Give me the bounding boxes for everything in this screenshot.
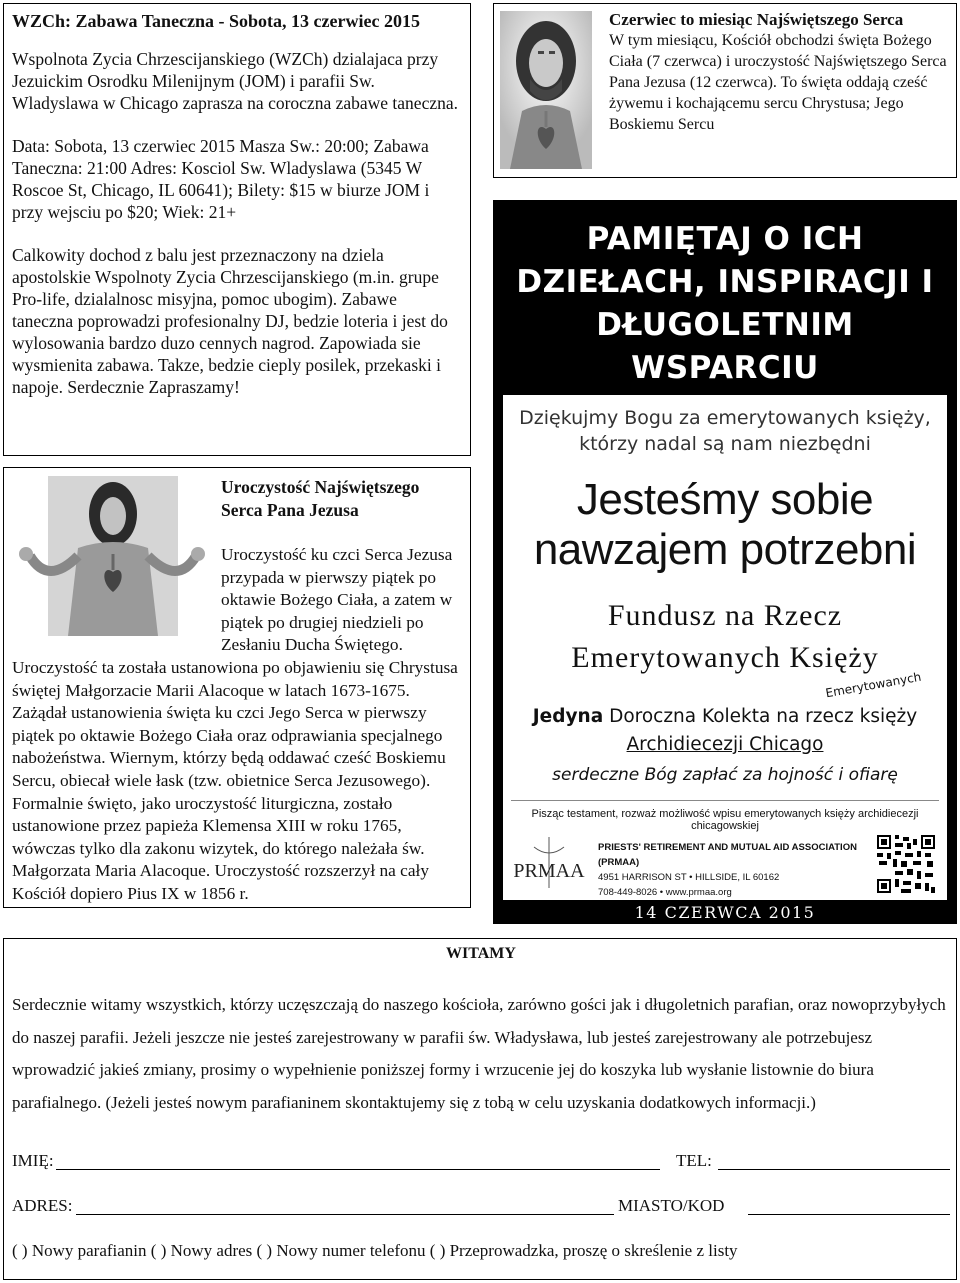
ad-address: 4951 HARRISON ST • HILLSIDE, IL 60162 bbox=[598, 872, 780, 883]
ad-subtitle-line: Dziękujmy Bogu za emerytowanych księży, bbox=[519, 407, 931, 429]
ad-kolekta-rest: Doroczna Kolekta na rzecz bbox=[609, 706, 854, 727]
phone-field[interactable] bbox=[718, 1169, 950, 1170]
wzch-announcement bbox=[3, 3, 471, 456]
ad-org: PRIESTS' RETIREMENT AND MUTUAL AID ASSOCIATION (PRMAA) bbox=[598, 842, 857, 868]
ad-fund-line: Fundusz na Rzecz bbox=[607, 599, 843, 632]
address-label: ADRES: bbox=[12, 1196, 73, 1215]
wzch-closing: Calkowity dochod z balu jest przeznaczony na dziela apostolskie Wspolnoty Zycia Chrzescijanskiego (m.in. grupe Pro-life, dzialalnosc misyjna, pomoc ubogim). Zabawe taneczna poprowadzi profesionalny DJ, bedzie loteria i jest do wylosowania bardzo duzo cennych nagrod. Zapowiada sie wysmienita zabawa. Takze, bedzie cieply posilek, przekaski i napoje. Serdecznie Zapraszamy! bbox=[12, 245, 448, 397]
ad-archidiecezja: Archidiecezji Chicago bbox=[626, 734, 824, 755]
prmaa-logo bbox=[509, 835, 589, 890]
sacred-heart-jesus-image bbox=[8, 476, 213, 636]
ad-fund-line: Emerytowanych Księży bbox=[571, 641, 879, 674]
sacred-heart-month-box bbox=[493, 3, 957, 178]
ad-headline-line: DŁUGOLETNIM bbox=[596, 307, 854, 343]
sacred-heart-feast-box bbox=[3, 467, 471, 908]
wzch-details: Data: Sobota, 13 czerwiec 2015 Masza Sw.: 20:00; Zabawa Taneczna: 21:00 Adres: Kosciol Sw. Wladyslawa (5345 W Roscoe St, Chicago, IL 60641); Bilety: $15 w biurze JOM i przy wejsciu po $20; Wiek: 21+ bbox=[12, 136, 430, 222]
ad-main-slogan bbox=[503, 475, 947, 575]
name-label: IMIĘ: bbox=[12, 1151, 54, 1170]
address-field[interactable] bbox=[76, 1214, 614, 1215]
sacred-heart-image bbox=[500, 11, 592, 169]
retired-priests-fund-ad bbox=[493, 200, 957, 924]
prmaa-logo-text: PRMAA bbox=[513, 860, 585, 882]
ad-headline-line: DZIEŁACH, INSPIRACJI I bbox=[516, 264, 934, 300]
welcome-title: WITAMY bbox=[446, 945, 516, 962]
ad-phone: 708-449-8026 • www.prmaa.org bbox=[598, 887, 732, 898]
ad-headline bbox=[493, 200, 957, 395]
prmaa-logo-icon bbox=[509, 835, 589, 890]
ad-date: 14 CZERWCA 2015 bbox=[634, 903, 816, 922]
sacred-heart-feast-title: Uroczystość Najświętszego Serca Pana Jezusa bbox=[221, 477, 420, 520]
city-zip-label: MIASTO/KOD bbox=[618, 1196, 725, 1215]
registration-options[interactable]: ( ) Nowy parafianin ( ) Nowy adres ( ) Nowy numer telefonu ( ) Przeprowadzka, proszę o skreślenie z listy bbox=[12, 1241, 738, 1260]
ad-testament-note: Pisząc testament, rozważ możliwość wpisu emerytowanych księży archidiecezji chicagowskiej bbox=[531, 808, 919, 832]
ad-subtitle bbox=[503, 405, 947, 457]
ad-divider bbox=[511, 800, 939, 801]
ad-fund-name bbox=[503, 595, 947, 679]
wzch-intro: Wspolnota Zycia Chrzescijanskiego (WZCh) dzialajaca przy Jezuickim Osrodku Milenijnym (JOM) i parafii Sw. Wladyslawa w Chicago zaprasza na coroczna zabawe taneczna. bbox=[12, 49, 458, 113]
wzch-title: WZCh: Zabawa Taneczna - Sobota, 13 czerwiec 2015 bbox=[12, 11, 420, 31]
sacred-heart-month-text bbox=[609, 9, 951, 135]
sacred-heart-month-body: W tym miesiącu, Kościół obchodzi święta Bożego Ciała (7 czerwca) i uroczystość Najświętszego Serca Pana Jezusa (12 czerwca). To święta oddają cześć żywemu i kochającemu sercu Chrystusa; Jego Boskiemu Sercu bbox=[609, 32, 947, 133]
ad-inner-panel bbox=[503, 395, 947, 900]
ad-slogan-line: nawzajem potrzebni bbox=[533, 525, 917, 574]
ad-headline-line: PAMIĘTAJ O ICH bbox=[586, 221, 864, 257]
ad-kolekta-bold: Jedyna bbox=[532, 706, 604, 727]
phone-label: TEL: bbox=[676, 1151, 712, 1170]
sacred-heart-feast-text: Uroczystość ku czci Serca Jezusa przypada w pierwszy piątek po oktawie Bożego Ciała, a zatem w piątek po drugiej niedzieli po Zesłaniu Ducha Świętego. Uroczystość ta została ustanowiona po objawieniu się Chrystusa świętej Małgorzacie Marii Alacoque w latach 1673-1675. Zażądał ustanowienia święta ku czci Jego Serca w pierwszy piątek po oktawie Bożego Ciała oraz odprawiania specjalnego nabożeństwa. Wiernym, którzy będą oddawać cześć Boskiemu Sercu, obiecał wiele łask (tzw. obietnice Serca Jezusowego). Formalnie święto, jako uroczystość liturgiczna, zostało ustanowione przez papieża Klemensa XIII w roku 1765, wówczas tylko dla zakonu wizytek, do którego należała św. Małgorzata Maria Alacoque. Uroczystość rozszerzył na cały Kościół dopiero Pius IX w 1856 r. bbox=[12, 545, 458, 903]
ad-slogan-line: Jesteśmy sobie bbox=[576, 475, 874, 524]
welcome-body: Serdecznie witamy wszystkich, którzy uczęszczają do naszego kościoła, zarówno gości jak i długoletnich parafian, oraz nowoprzybyłych do naszej parafii. Jeżeli jeszcze nie jesteś zarejestrowany w parafii św. Władysława, lub jesteś zarejestrowany ale potrzebujesz wprowadzić jakieś zmiany, prosimy o wypełnienie poniższej formy i wrzucenie jej do koszyka lub wysłanie listownie do biura parafialnego. (Jeżeli jesteś nowym parafianinem skontaktujemy się z tobą w celu uzyskania dodatkowych informacji.) bbox=[12, 995, 946, 1113]
qr-code-icon bbox=[877, 835, 935, 893]
ad-headline-line: WSPARCIU bbox=[631, 350, 819, 386]
ad-contact bbox=[598, 840, 868, 900]
ad-emerytowanych-insert: Emerytowanych bbox=[824, 669, 923, 701]
ad-kolekta-end: księży bbox=[859, 706, 918, 727]
name-field[interactable] bbox=[56, 1169, 660, 1170]
welcome-registration-box bbox=[3, 938, 957, 1280]
sacred-heart-month-title: Czerwiec to miesiąc Najświętszego Serca bbox=[609, 10, 904, 29]
city-zip-field[interactable] bbox=[748, 1214, 950, 1215]
ad-subtitle-line: którzy nadal są nam niezbędni bbox=[579, 433, 871, 455]
ad-thanks: serdeczne Bóg zapłać za hojność i ofiarę bbox=[552, 765, 898, 785]
ad-kolekta bbox=[503, 703, 947, 759]
